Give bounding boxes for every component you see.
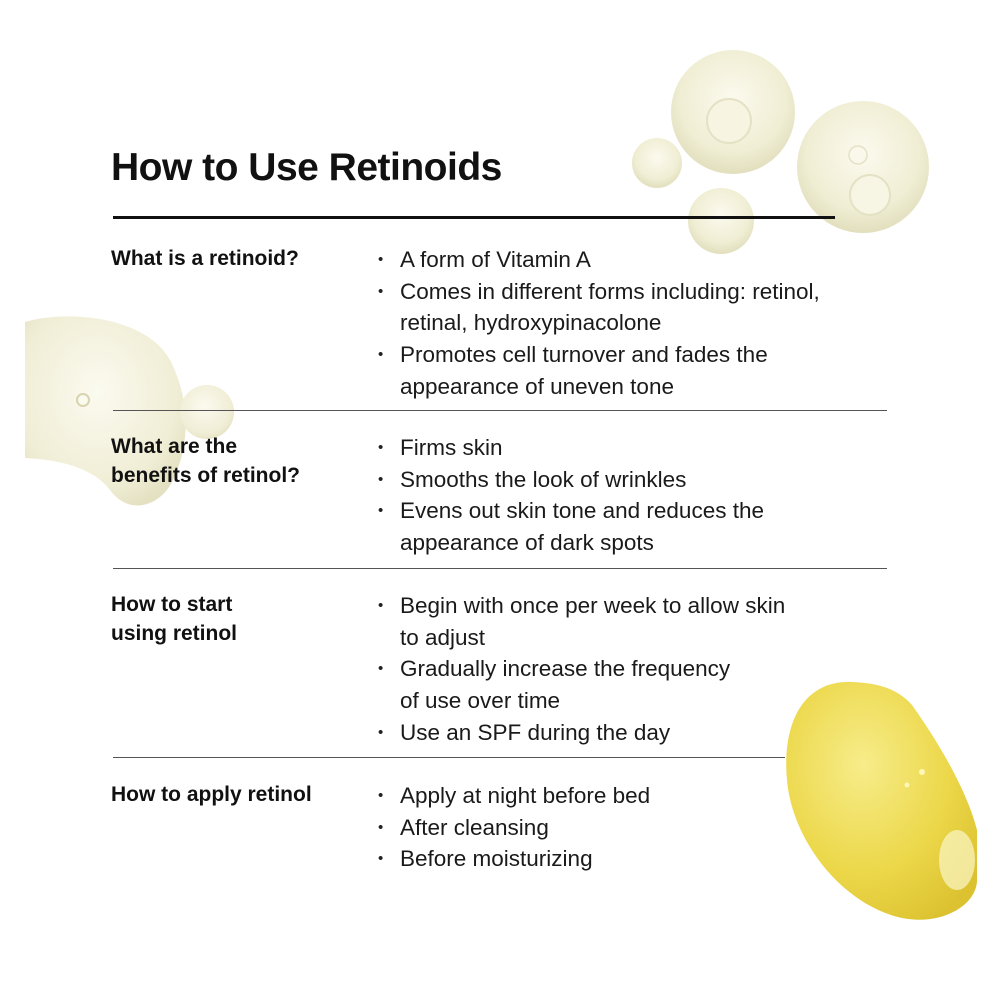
section-question: How to apply retinol [111, 783, 312, 806]
section-divider [113, 757, 785, 758]
answer-item: • Promotes cell turnover and fades the appearance of uneven tone [378, 339, 898, 402]
answer-list [378, 244, 898, 403]
answer-item: • After cleansing [378, 812, 898, 844]
answer-list [378, 780, 898, 875]
answer-list [378, 432, 898, 559]
section-divider [113, 568, 887, 569]
answer-item: • Before moisturizing [378, 843, 898, 875]
section-divider [113, 410, 887, 411]
answer-item: • Apply at night before bed [378, 780, 898, 812]
page-title: How to Use Retinoids [111, 146, 502, 189]
section-question: What are the benefits of retinol? [111, 435, 300, 487]
answer-item: • Smooths the look of wrinkles [378, 464, 898, 496]
answer-item: • Use an SPF during the day [378, 717, 898, 749]
section-question: What is a retinoid? [111, 247, 299, 270]
answer-item: • Begin with once per week to allow skin to adjust [378, 590, 898, 653]
answer-item: • Comes in different forms including: retinol, retinal, hydroxypinacolone [378, 276, 898, 339]
answer-item: • A form of Vitamin A [378, 244, 898, 276]
answer-item: • Firms skin [378, 432, 898, 464]
answer-list [378, 590, 898, 749]
section-question: How to start using retinol [111, 593, 237, 645]
answer-item: • Evens out skin tone and reduces the appearance of dark spots [378, 495, 898, 558]
title-divider [113, 216, 835, 219]
serum-droplets-top-right [630, 45, 940, 260]
answer-item: • Gradually increase the frequency of use over time [378, 653, 898, 716]
